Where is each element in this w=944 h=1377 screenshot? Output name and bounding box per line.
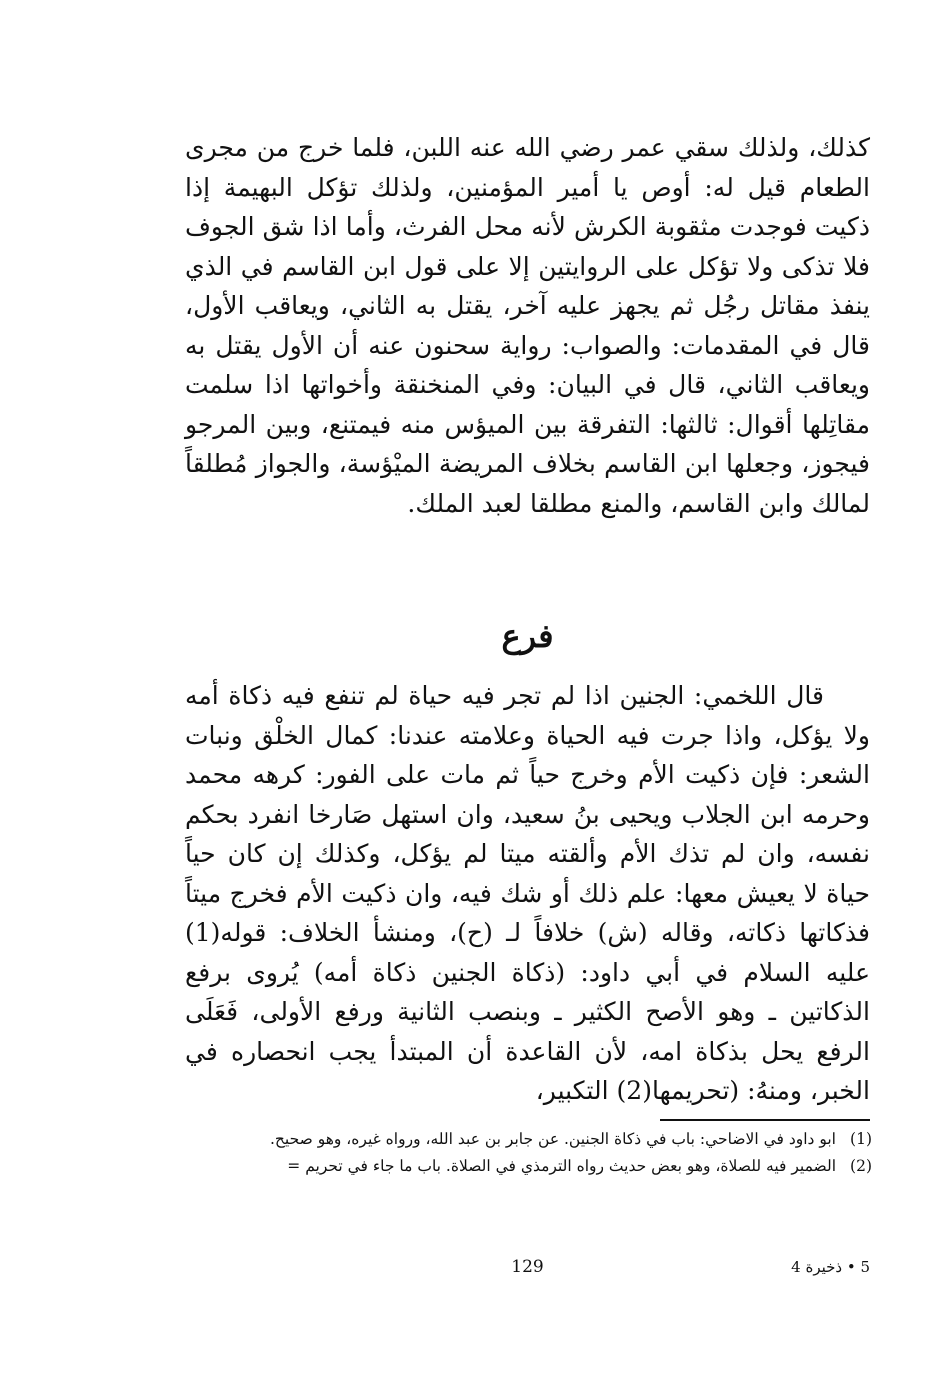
footnote-number: (2) xyxy=(850,1157,872,1175)
body-text-main xyxy=(185,676,870,1111)
section-heading: فرع xyxy=(501,617,554,655)
footnote xyxy=(160,1153,872,1180)
page-number: 129 xyxy=(511,1257,544,1277)
footnote xyxy=(160,1126,872,1153)
signature-mark: 5 • ذخيرة 4 xyxy=(791,1258,870,1276)
footnote-number: (1) xyxy=(850,1130,872,1148)
footnote-text: الضمير فيه للصلاة، وهو بعض حديث رواه الترمذي في الصلاة. باب ما جاء في تحريم = xyxy=(287,1157,836,1175)
footnotes xyxy=(160,1126,872,1180)
footnote-text: ابو داود في الاضاحي: باب في ذكاة الجنين. عن جابر بن عبد الله، ورواه غيره، وهو صحيح. xyxy=(270,1130,836,1148)
paragraph: قال اللخمي: الجنين اذا لم تجر فيه حياة لم تنفع فيه ذكاة أمه ولا يؤكل، واذا جرت فيه الحياة وعلامته عندنا: كمال الخلْق ونبات الشعر: فإن ذكيت الأم وخرج حياً ثم مات على الفور: كرهه محمد وحرمه ابن الجلاب ويحيى بنُ سعيد، وان استهل صَارخا انفرد بحكم نفسه، وان لم تذك الأم وألقته ميتا لم يؤكل، وكذلك إن كان حياً حياة لا يعيش معها: علم ذلك أو شك فيه، وان ذكيت الأم فخرج ميتاً فذكاتها ذكاته، وقاله (ش) خلافاً لـ (ح)، ومنشأ الخلاف: قوله(1) عليه السلام في أبي داود: (ذكاة الجنين ذكاة أمه) يُروى برفع الذكاتين ـ وهو الأصح الكثير ـ وبنصب الثانية ورفع الأولى، فَعَلَى الرفع يحل بذكاة امه، لأن القاعدة أن المبتدأ يجب انحصاره في الخبر، ومنهُ: (تحريمها(2) التكبير، xyxy=(185,681,870,1105)
body-text-top xyxy=(185,128,870,523)
footnote-separator xyxy=(660,1119,870,1121)
paragraph: كذلك، ولذلك سقي عمر رضي الله عنه اللبن، فلما خرج من مجرى الطعام قيل له: أوص يا أمير المؤمنين، ولذلك تؤكل البهيمة إذا ذكيت فوجدت مثقوبة الكرش لأنه محل الفرث، وأما اذا شق الجوف فلا تذكى ولا تؤكل على الروايتين إلا على قول ابن القاسم في الذي ينفذ مقاتل رجُل ثم يجهز عليه آخر، يقتل به الثاني، ويعاقب الأول، قال في المقدمات: والصواب: رواية سحنون عنه أن الأول يقتل به ويعاقب الثاني، قال في البيان: وفي المنخنقة وأخواتها اذا سلمت مقاتِلها أقوال: ثالثها: التفرقة بين الميؤس منه فيمتنع، وبين المرجو فيجوز، وجعلها ابن القاسم بخلاف المريضة الميْؤسة، والجواز مُطلقاً لمالك وابن القاسم، والمنع مطلقا لعبد الملك. xyxy=(185,133,870,518)
